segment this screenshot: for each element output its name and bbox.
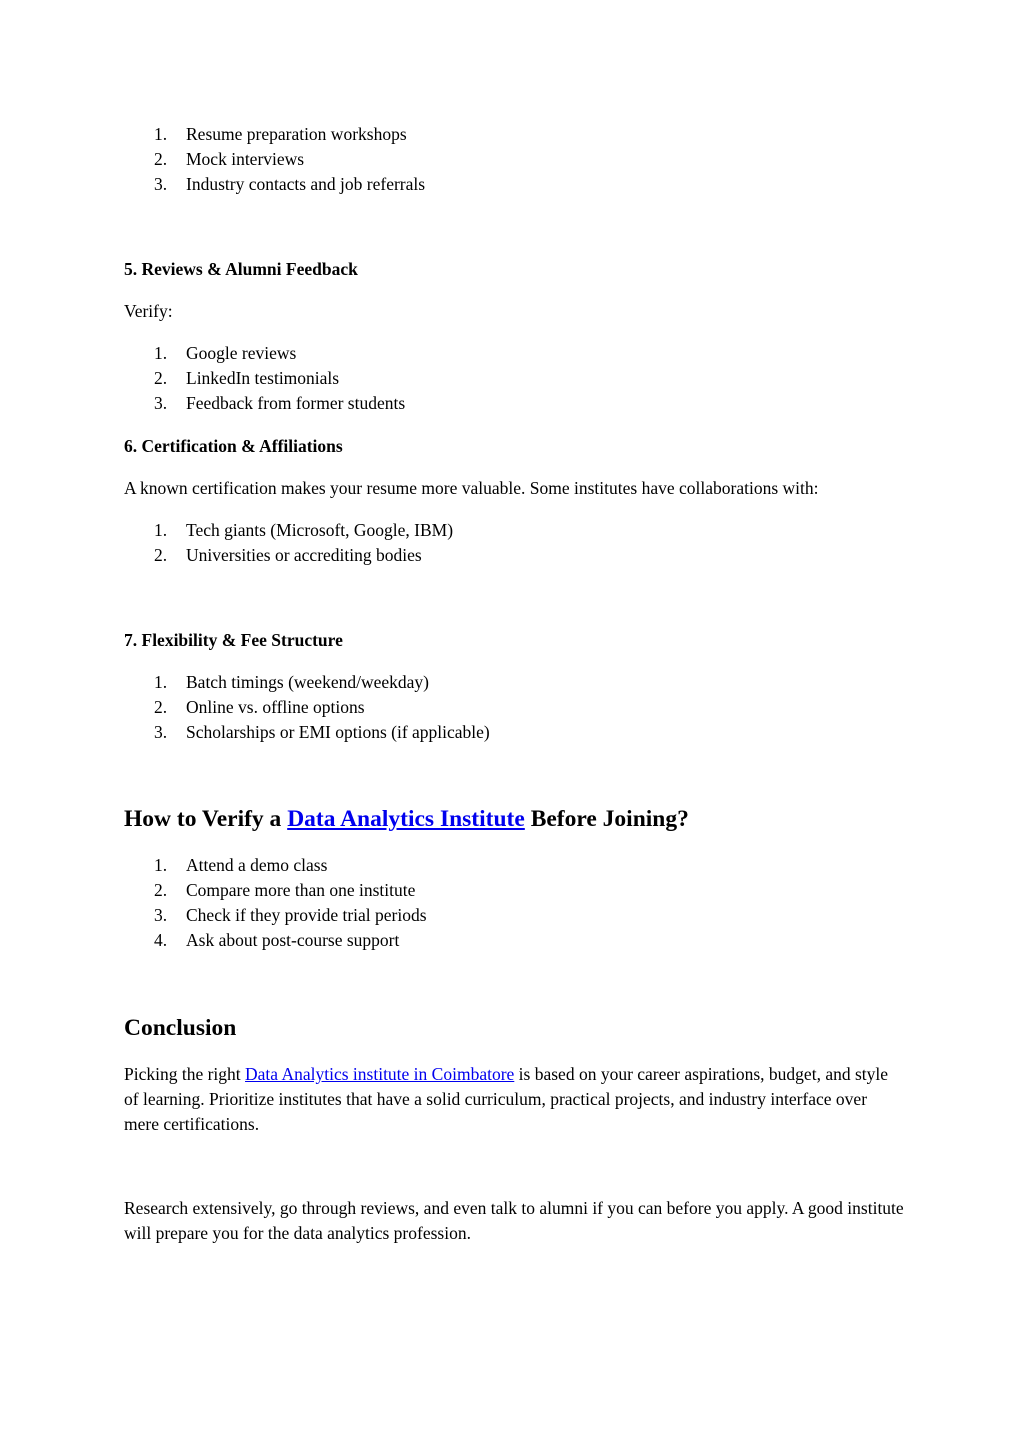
career-support-list [0, 122, 1024, 197]
list-text: Google reviews [186, 343, 297, 363]
section-6-intro: A known certification makes your resume more valuable. Some institutes have collaborations with: [124, 478, 819, 498]
list-text: Mock interviews [186, 149, 305, 169]
list-number: 2. [154, 368, 168, 388]
section-5-intro: Verify: [124, 301, 173, 321]
list-item [0, 670, 1024, 695]
data-analytics-institute-link[interactable]: Data Analytics Institute [287, 806, 525, 832]
list-text: Scholarships or EMI options (if applicable) [186, 722, 490, 742]
list-number: 4. [154, 930, 168, 950]
list-number: 2. [154, 880, 168, 900]
list-text: Ask about post-course support [186, 930, 400, 950]
list-text: Feedback from former students [186, 393, 406, 413]
list-item [0, 518, 1024, 543]
list-item [0, 695, 1024, 720]
list-item [0, 391, 1024, 416]
list-item [0, 122, 1024, 147]
verify-heading-post: Before Joining? [524, 806, 689, 832]
list-item [0, 720, 1024, 745]
list-number: 3. [154, 174, 168, 194]
list-number: 2. [154, 697, 168, 717]
section-6-list [0, 518, 1024, 568]
list-item [0, 172, 1024, 197]
section-7-heading: 7. Flexibility & Fee Structure [124, 630, 343, 650]
conclusion-p1-pre: Picking the right [124, 1064, 246, 1084]
verify-heading-pre: How to Verify a [124, 806, 288, 832]
conclusion-paragraph-1 [124, 1062, 904, 1137]
list-text: Check if they provide trial periods [186, 905, 427, 925]
coimbatore-institute-link[interactable]: Data Analytics institute in Coimbatore [245, 1064, 515, 1084]
list-text: Universities or accrediting bodies [186, 545, 422, 565]
list-text: Online vs. offline options [186, 697, 365, 717]
list-text: Batch timings (weekend/weekday) [186, 672, 429, 692]
verify-list [0, 853, 1024, 953]
list-number: 1. [154, 520, 168, 540]
list-number: 2. [154, 149, 168, 169]
section-5-list [0, 341, 1024, 416]
list-number: 3. [154, 905, 168, 925]
list-item [0, 878, 1024, 903]
list-item [0, 147, 1024, 172]
list-item [0, 853, 1024, 878]
list-item [0, 366, 1024, 391]
list-text: Attend a demo class [186, 855, 328, 875]
conclusion-heading: Conclusion [124, 1015, 237, 1041]
conclusion-p1-post: is based on your career aspirations, budget, and style of learning. Prioritize institutes that have a solid curriculum, practical projects, and industry interface over mere certifications. [124, 1064, 889, 1134]
list-text: Resume preparation workshops [186, 124, 407, 144]
list-text: Industry contacts and job referrals [186, 174, 426, 194]
list-item [0, 543, 1024, 568]
list-text: Compare more than one institute [186, 880, 416, 900]
conclusion-paragraph-2: Research extensively, go through reviews, and even talk to alumni if you can before you apply. A good institute will prepare you for the data analytics profession. [124, 1198, 904, 1243]
list-number: 1. [154, 343, 168, 363]
list-number: 1. [154, 672, 168, 692]
list-number: 3. [154, 722, 168, 742]
section-7-list [0, 670, 1024, 745]
section-6-heading: 6. Certification & Affiliations [124, 436, 343, 456]
list-item [0, 341, 1024, 366]
list-number: 1. [154, 855, 168, 875]
verify-heading [124, 804, 689, 834]
list-number: 1. [154, 124, 168, 144]
list-text: LinkedIn testimonials [186, 368, 340, 388]
section-5-heading: 5. Reviews & Alumni Feedback [124, 259, 358, 279]
list-item [0, 903, 1024, 928]
list-number: 2. [154, 545, 168, 565]
list-text: Tech giants (Microsoft, Google, IBM) [186, 520, 454, 540]
list-number: 3. [154, 393, 168, 413]
list-item [0, 928, 1024, 953]
